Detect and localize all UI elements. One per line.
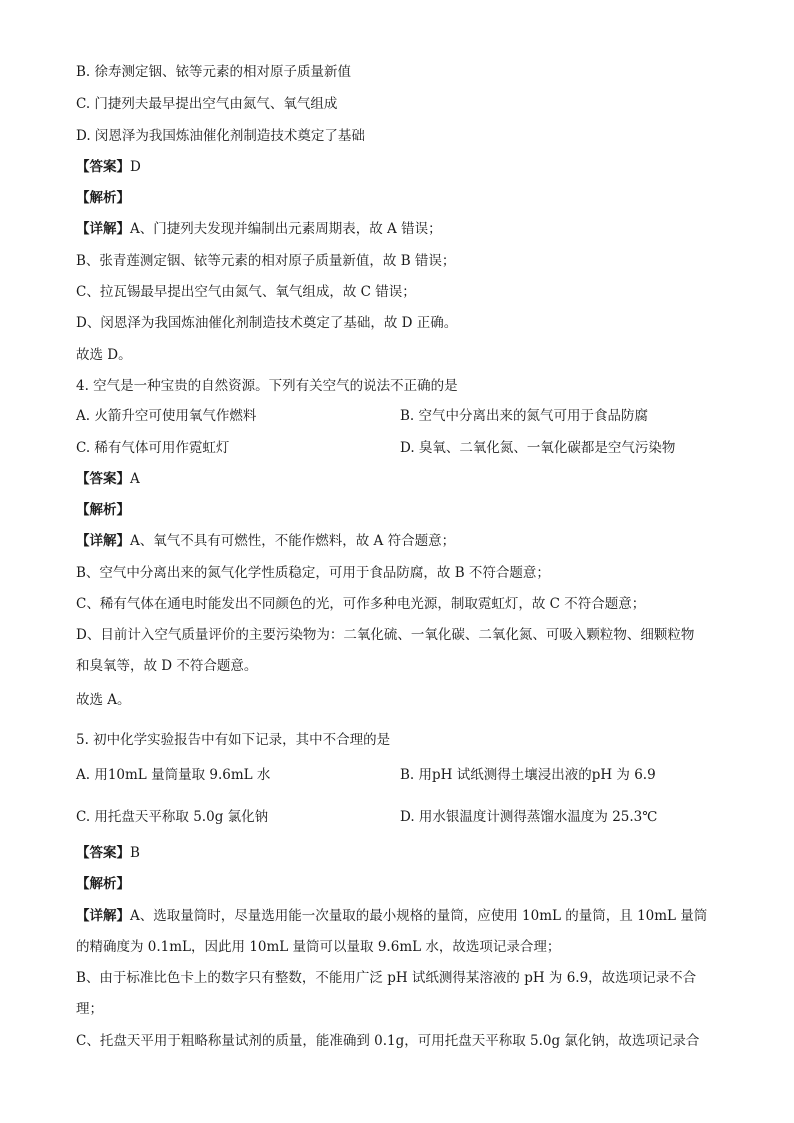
detail-text: A、氧气不具有可燃性，不能作燃料，故 A 符合题意； xyxy=(130,533,456,549)
q3-detail-b: B、张青莲测定铟、铱等元素的相对原子质量新值，故 B 错误； xyxy=(76,253,456,269)
q4-detail-b: B、空气中分离出来的氮气化学性质稳定，可用于食品防腐，故 B 不符合题意； xyxy=(76,565,550,581)
q5-option-c: C. 用托盘天平称取 5.0g 氯化钠 xyxy=(76,809,269,825)
q4-option-a: A. 火箭升空可使用氧气作燃料 xyxy=(76,408,257,424)
q4-conclusion: 故选 A。 xyxy=(76,692,131,708)
q3-answer xyxy=(76,157,141,177)
q4-option-c: C. 稀有气体可用作霓虹灯 xyxy=(76,440,230,456)
q4-detail-c: C、稀有气体在通电时能发出不同颜色的光，可作多种电光源，制取霓虹灯，故 C 不符合题意； xyxy=(76,596,646,612)
answer-label: 【答案】 xyxy=(76,159,130,175)
answer-value: B xyxy=(130,845,140,861)
detail-text: A、选取量筒时，尽量选用能一次量取的最小规格的量筒，应使用 10mL 的量筒，且 10mL 量筒 xyxy=(130,908,708,924)
q4-detail-d-line2: 和臭氧等，故 D 不符合题意。 xyxy=(76,658,258,674)
q5-answer xyxy=(76,843,140,863)
detail-label: 【详解】 xyxy=(76,533,130,549)
q4-answer xyxy=(76,469,140,489)
q5-analysis-label: 【解析】 xyxy=(76,876,130,892)
detail-text: A、门捷列夫发现并编制出元素周期表，故 A 错误； xyxy=(130,221,442,237)
q3-detail-a xyxy=(76,219,442,239)
answer-label: 【答案】 xyxy=(76,471,130,487)
q3-detail-c: C、拉瓦锡最早提出空气由氮气、氧气组成，故 C 错误； xyxy=(76,284,416,300)
q5-stem: 5. 初中化学实验报告中有如下记录，其中不合理的是 xyxy=(76,732,391,748)
q3-conclusion: 故选 D。 xyxy=(76,347,132,363)
detail-label: 【详解】 xyxy=(76,221,130,237)
q3-option-b: B. 徐寿测定铟、铱等元素的相对原子质量新值 xyxy=(76,64,352,80)
q4-option-d: D. 臭氧、二氧化氮、一氧化碳都是空气污染物 xyxy=(400,440,676,456)
answer-label: 【答案】 xyxy=(76,845,130,861)
q3-option-d: D. 闵恩泽为我国炼油催化剂制造技术奠定了基础 xyxy=(76,128,365,144)
q5-detail-c-line1: C、托盘天平用于粗略称量试剂的质量，能准确到 0.1g，可用托盘天平称取 5.0g 氯化钠，故选项记录合 xyxy=(76,1033,700,1049)
q4-stem: 4. 空气是一种宝贵的自然资源。下列有关空气的说法不正确的是 xyxy=(76,378,458,394)
answer-value: D xyxy=(130,159,141,175)
q5-option-a: A. 用10mL 量筒量取 9.6mL 水 xyxy=(76,767,271,783)
q4-detail-d-line1: D、目前计入空气质量评价的主要污染物为：二氧化硫、一氧化碳、二氧化氮、可吸入颗粒物、细颗粒物 xyxy=(76,627,695,643)
q3-option-c: C. 门捷列夫最早提出空气由氮气、氧气组成 xyxy=(76,96,338,112)
q4-analysis-label: 【解析】 xyxy=(76,502,130,518)
q3-detail-d: D、闵恩泽为我国炼油催化剂制造技术奠定了基础，故 D 正确。 xyxy=(76,315,458,331)
q5-detail-b-line1: B、由于标准比色卡上的数字只有整数，不能用广泛 pH 试纸测得某溶液的 pH 为 6.9，故选项记录不合 xyxy=(76,970,697,986)
q5-detail-b-line2: 理； xyxy=(76,1001,103,1017)
detail-label: 【详解】 xyxy=(76,908,130,924)
answer-value: A xyxy=(130,471,140,487)
q5-option-b: B. 用pH 试纸测得土壤浸出液的pH 为 6.9 xyxy=(400,767,656,783)
q3-analysis-label: 【解析】 xyxy=(76,190,130,206)
q5-option-d: D. 用水银温度计测得蒸馏水温度为 25.3℃ xyxy=(400,809,658,825)
q4-detail-a xyxy=(76,531,455,551)
q5-detail-a-line2: 的精确度为 0.1mL，因此用 10mL 量筒可以量取 9.6mL 水，故选项记录合理； xyxy=(76,939,561,955)
q4-option-b: B. 空气中分离出来的氮气可用于食品防腐 xyxy=(400,408,649,424)
q5-detail-a-line1 xyxy=(76,906,707,926)
